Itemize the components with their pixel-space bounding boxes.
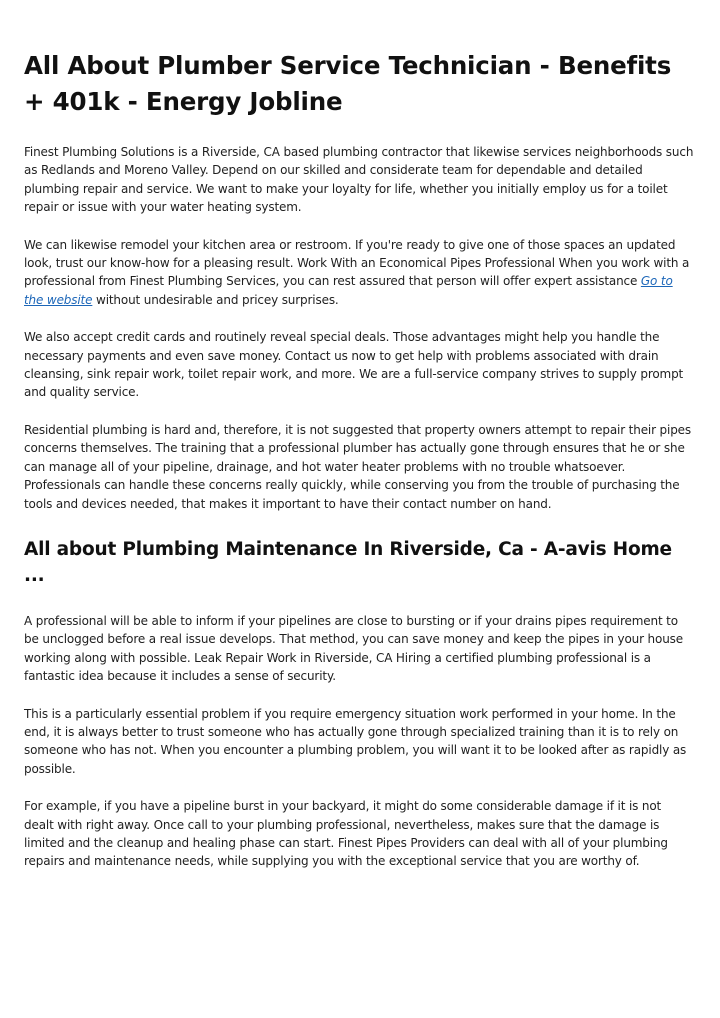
go-to-website-link[interactable]: Go to the website <box>24 274 673 307</box>
article-paragraph: Finest Plumbing Solutions is a Riverside, CA based plumbing contractor that likewise services neighborhoods such as Redlands and Moreno Valley. Depend on our skilled and considerate team for dependable and detailed plumbing repair and service. We want to make your loyalty for life, whether you initially employ us for a toilet repair or issue with your water heating system. <box>24 145 694 215</box>
paragraph-text-before-link: We can likewise remodel your kitchen area or restroom. If you're ready to give one of those spaces an updated look, trust our know-how for a pleasing result. Work With an Economical Pipes Professional When you work with a professional from Finest Plumbing Services, you can rest assured that person will offer expert assistance <box>24 237 690 289</box>
article-paragraph-with-link <box>24 236 694 310</box>
article-paragraph: We also accept credit cards and routinely reveal special deals. Those advantages might help you handle the necessary payments and even save money. Contact us now to get help with problems associated with drain cleansing, sink repair work, toilet repair work, and more. We are a full-service company strives to supply prompt and quality service. <box>24 330 684 400</box>
section-heading: All about Plumbing Maintenance In Riverside, Ca - A-avis Home ... <box>24 538 672 586</box>
section-paragraph: A professional will be able to inform if your pipelines are close to bursting or if your drains pipes requirement to be unclogged before a real issue develops. That method, you can save money and keep the pipes in your house working along with possible. Leak Repair Work in Riverside, CA Hiring a certified plumbing professional is a fantastic idea because it includes a sense of security. <box>24 613 683 684</box>
article-title: All About Plumber Service Technician - Benefits + 401k - Energy Jobline <box>24 51 672 116</box>
section-paragraph: For example, if you have a pipeline burst in your backyard, it might do some considerable damage if it is not dealt with right away. Once call to your plumbing professional, nevertheless, makes sure that the damage is limited and the cleanup and healing phase can start. Finest Pipes Providers can deal with all of your plumbing repairs and maintenance needs, while supplying you with the exceptional service that you are worthy of. <box>24 799 668 869</box>
article-paragraph: Residential plumbing is hard and, therefore, it is not suggested that property owners attempt to repair their pipes concerns themselves. The training that a professional plumber has actually gone through ensures that he or she can manage all of your pipeline, drainage, and hot water heater problems with no trouble whatsoever. Professionals can handle these concerns really quickly, while conserving you from the trouble of purchasing the tools and devices needed, that makes it important to have their contact number on hand. <box>24 422 692 511</box>
section-paragraph: This is a particularly essential problem if you require emergency situation work performed in your home. In the end, it is always better to trust someone who has actually gone through specialized training than it is to rely on someone who has not. When you encounter a plumbing problem, you will want it to be looked after as rapidly as possible. <box>24 706 687 776</box>
paragraph-text-after-link: without undesirable and pricey surprises. <box>92 292 339 307</box>
